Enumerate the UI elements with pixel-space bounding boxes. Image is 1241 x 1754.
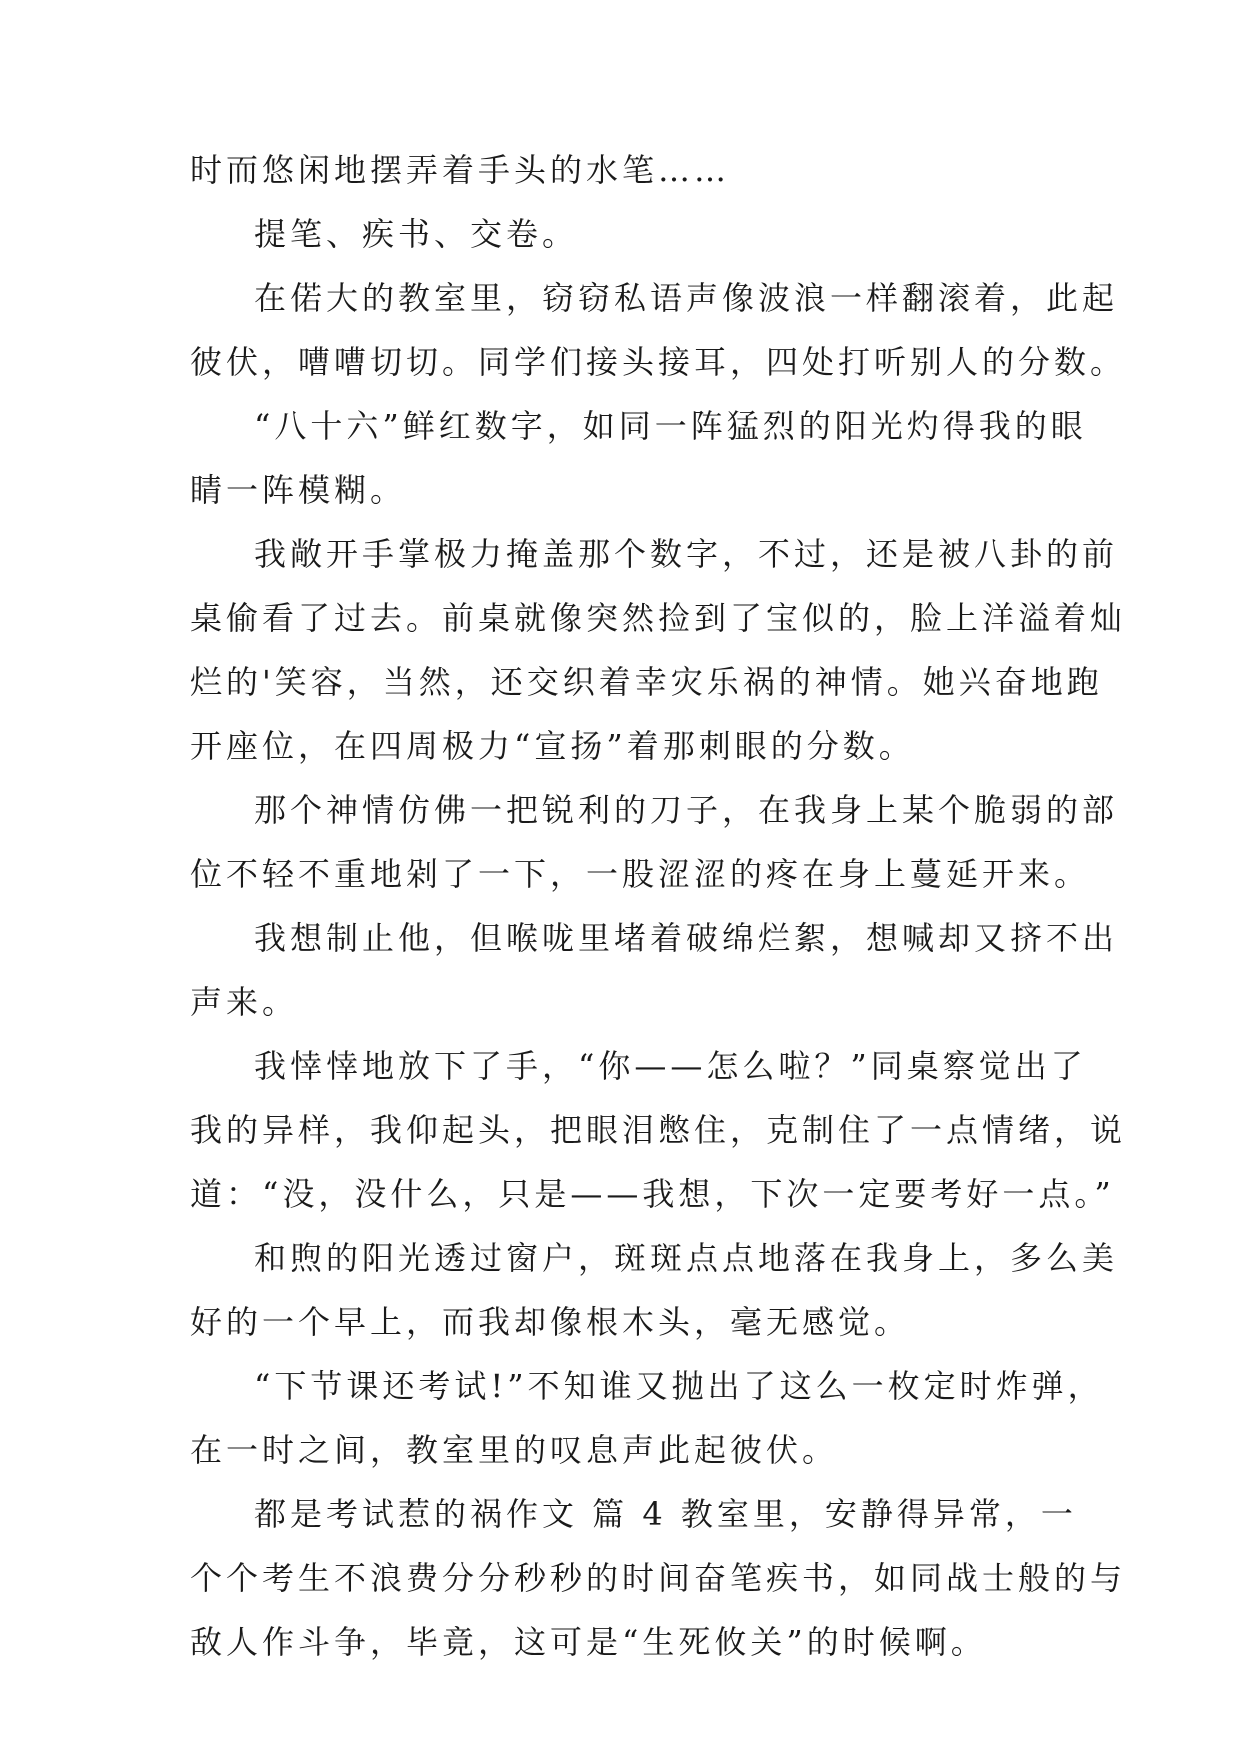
text-line: 桌偷看了过去。前桌就像突然捡到了宝似的，脸上洋溢着灿 (190, 599, 1127, 637)
text-line: 位不轻不重地剁了一下，一股涩涩的疼在身上蔓延开来。 (190, 855, 1091, 893)
text-line: 时而悠闲地摆弄着手头的水笔…… (190, 151, 731, 189)
text-line: 那个神情仿佛一把锐利的刀子，在我身上某个脆弱的部 (254, 791, 1119, 829)
text-line: 和煦的阳光透过窗户，斑斑点点地落在我身上，多么美 (254, 1239, 1119, 1277)
text-line: 个个考生不浪费分分秒秒的时间奋笔疾书，如同战士般的与 (190, 1559, 1127, 1597)
text-line: 都是考试惹的祸作文 篇 4 教室里，安静得异常，一 (254, 1495, 1077, 1533)
text-line: 好的一个早上，而我却像根木头，毫无感觉。 (190, 1303, 911, 1341)
text-line: 睛一阵模糊。 (190, 471, 407, 509)
text-line: 开座位，在四周极力“宣扬”着那刺眼的分数。 (190, 727, 915, 765)
text-line: 声来。 (190, 983, 299, 1021)
text-line: “下节课还考试!”不知谁又抛出了这么一枚定时炸弹， (254, 1367, 1104, 1405)
text-line: 敌人作斗争，毕竟，这可是“生死攸关”的时候啊。 (190, 1623, 987, 1661)
text-line: 我想制止他，但喉咙里堵着破绵烂絮，想喊却又挤不出 (254, 919, 1119, 957)
text-line: 提笔、疾书、交卷。 (254, 215, 579, 253)
text-line: 道：“没，没什么，只是——我想，下次一定要考好一点。” (190, 1175, 1115, 1213)
text-line: 我悻悻地放下了手，“你——怎么啦？”同桌察觉出了 (254, 1047, 1087, 1085)
text-line: 烂的'笑容，当然，还交织着幸灾乐祸的神情。她兴奋地跑 (190, 663, 1103, 701)
text-line: “八十六”鲜红数字，如同一阵猛烈的阳光灼得我的眼 (254, 407, 1087, 445)
text-line: 我敞开手掌极力掩盖那个数字，不过，还是被八卦的前 (254, 535, 1119, 573)
text-line: 在偌大的教室里，窃窃私语声像波浪一样翻滚着，此起 (254, 279, 1119, 317)
text-line: 彼伏，嘈嘈切切。同学们接头接耳，四处打听别人的分数。 (190, 343, 1127, 381)
text-line: 我的异样，我仰起头，把眼泪憋住，克制住了一点情绪，说 (190, 1111, 1127, 1149)
text-line: 在一时之间，教室里的叹息声此起彼伏。 (190, 1431, 839, 1469)
